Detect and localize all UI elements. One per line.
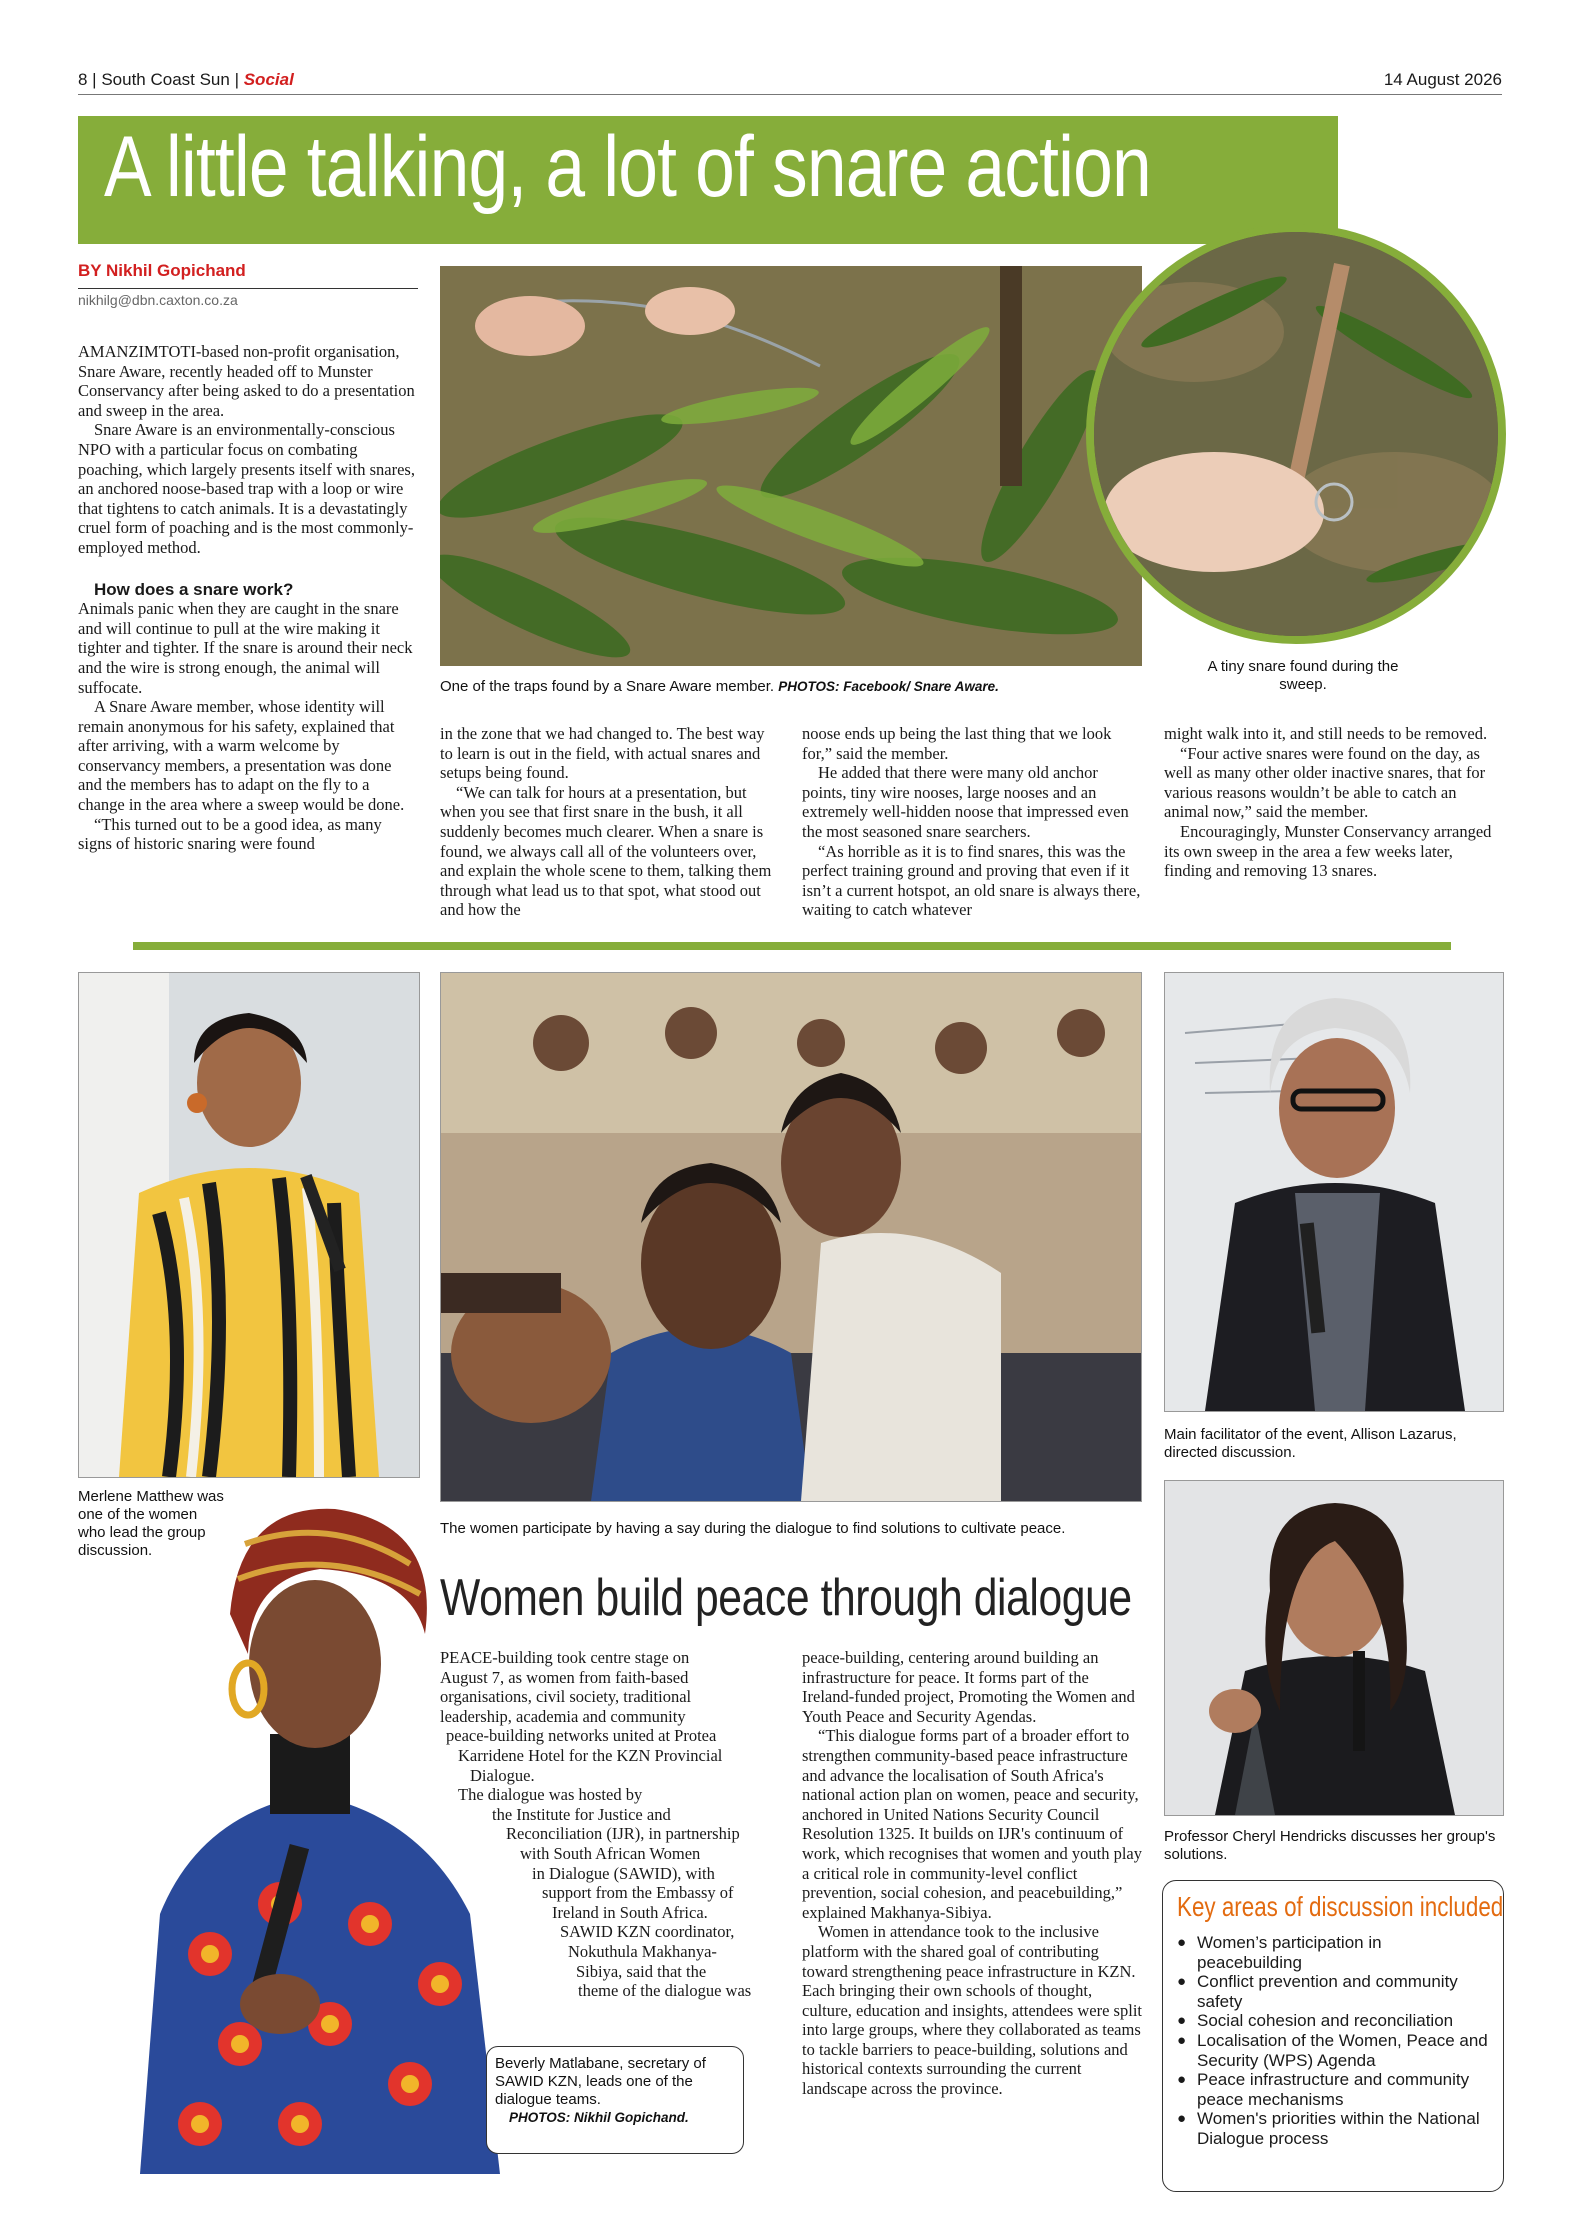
text-line: the Institute for Justice and [492, 1804, 671, 1824]
group-dialogue-photo [440, 972, 1142, 1502]
text-line: peace-building networks united at Protea [446, 1726, 717, 1746]
paragraph: in the zone that we had changed to. The best way to learn is out in the field, with actual snares and setups being found. [440, 724, 765, 783]
text-line: with South African Women [520, 1843, 701, 1863]
story2-column-2 [802, 1648, 1142, 2099]
paragraph: noose ends up being the last thing that we look for,” said the member. [802, 724, 1112, 763]
snare-photo-caption [440, 678, 1142, 696]
page-info: 8 | South Coast Sun | [78, 70, 244, 89]
snare-inset-caption: A tiny snare found during the sweep. [1207, 658, 1399, 693]
paragraph: Encouragingly, Munster Conservancy arranged its own sweep in the area a few weeks later, finding and removing 13 snares. [1164, 821, 1492, 881]
text-line: Ireland in South Africa. [552, 1902, 708, 1922]
masthead-divider [78, 94, 1502, 95]
paragraph: “Four active snares were found on the day, as well as many other older inactive snares, that for various reasons wouldn’t be able to catch an animal now,” said the member. [1164, 743, 1486, 822]
text-line: Karridene Hotel for the KZN Provincial [458, 1745, 723, 1765]
text-line: Reconciliation (IJR), in partnership [506, 1824, 740, 1844]
paragraph: Women in attendance took to the inclusive platform with the shared goal of contributing toward strengthening peace infrastructure in KZN. Each bringing their own schools of thought, culture, education and insights, attendees were split into large groups, where they collaborated as teams to tackle barriers to peace-building, solutions and historical contexts surrounding the current landscape across the province. [802, 1922, 1142, 2099]
cheryl-caption: Professor Cheryl Hendricks discusses her group's solutions. [1164, 1828, 1496, 1863]
paragraph: Animals panic when they are caught in the snare and will continue to pull at the wire making it tighter and tighter. If the snare is around their neck and the wire is strong enough, the animal will suffocate. [78, 599, 413, 697]
text-line: The dialogue was hosted by [458, 1785, 643, 1805]
cheryl-photo [1164, 1480, 1504, 1816]
key-area-item: ● Conflict prevention and community safety [1177, 1972, 1491, 2011]
text-line: organisations, civil society, traditional [440, 1687, 692, 1707]
allison-photo [1164, 972, 1504, 1412]
caption-text: Beverly Matlabane, secretary of SAWID KZN, leads one of the dialogue teams. [495, 2055, 706, 2108]
paragraph: A Snare Aware member, whose identity will remain anonymous for his safety, explained that after arriving, with a warm welcome by conservancy members, a presentation was done and the members has to adapt on the fly to a change in the area where a sweep would be done. [78, 697, 405, 815]
text-line: SAWID KZN coordinator, [560, 1922, 735, 1942]
allison-caption: Main facilitator of the event, Allison Lazarus, directed discussion. [1164, 1426, 1457, 1461]
key-areas-list [1177, 1933, 1491, 2149]
byline: BY Nikhil Gopichand [78, 261, 246, 280]
key-area-item: ● Women's priorities within the National Dialogue process [1177, 2109, 1491, 2148]
snare-photo [440, 266, 1142, 666]
merlene-photo [78, 972, 420, 1478]
snare-inset-photo [1086, 224, 1506, 644]
story1-headline: A little talking, a lot of snare action [104, 119, 1151, 215]
story1-column-2 [440, 724, 780, 920]
paragraph: “As horrible as it is to find snares, this was the perfect training ground and proving that even if it isn’t a current hotspot, an old snare is always there, waiting to catch whatever [802, 841, 1141, 920]
section-divider [133, 942, 1451, 950]
story2-column-1 [440, 1648, 780, 2001]
story1-column-3 [802, 724, 1142, 920]
paragraph: peace-building, centering around building an infrastructure for peace. It forms part of the Ireland-funded project, Promoting the Women and Youth Peace and Security Agendas. [802, 1648, 1135, 1726]
text-line: Dialogue. [470, 1765, 535, 1785]
paragraph: “This dialogue forms part of a broader effort to strengthen community-based peace infrastructure and advance the localisation of South Africa's national action plan on women, peace and security, anchored in United Nations Security Council Resolution 1325. It builds on IJR's continuum of work, which recognises that women and youth play a critical role in community-level conflict prevention, social cohesion, and peacebuilding,” explained Makhanya-Sibiya. [802, 1726, 1143, 1922]
story2-headline: Women build peace through dialogue [440, 1569, 1132, 1627]
key-area-item: ● Women’s participation in peacebuilding [1177, 1933, 1491, 1972]
paragraph: “This turned out to be a good idea, as many signs of historic snaring were found [78, 814, 382, 854]
paragraph: “We can talk for hours at a presentation, but when you see that first snare in the bush, it all suddenly becomes much clearer. When a snare is found, we always call all of the volunteers over, and explain the whole scene to them, talking them through what lead us to that spot, what stood out and how the [440, 782, 772, 920]
key-areas-title: Key areas of discussion included [1177, 1891, 1504, 1922]
merlene-caption: Merlene Matthew was one of the women who lead the group discussion. [78, 1488, 224, 1559]
paragraph: Snare Aware is an environmentally-conscious NPO with a particular focus on combating poaching, which largely presents itself with snares, an anchored noose-based trap with a loop or wire that tightens to catch animals. It is a devastatingly cruel form of poaching and is the most commonly-employed method. [78, 420, 415, 557]
text-line: leadership, academia and community [440, 1706, 686, 1726]
beverly-caption [486, 2046, 744, 2154]
key-area-item: ● Peace infrastructure and community peace mechanisms [1177, 2070, 1491, 2109]
text-line: August 7, as women from faith-based [440, 1667, 689, 1687]
masthead [78, 68, 1502, 92]
text-line: support from the Embassy of [542, 1883, 734, 1903]
key-area-item: ● Localisation of the Women, Peace and Security (WPS) Agenda [1177, 2031, 1491, 2070]
text-line: in Dialogue (SAWID), with [532, 1863, 715, 1883]
text-line: theme of the dialogue was [578, 1981, 752, 2001]
text-line: PEACE-building took centre stage on [440, 1648, 690, 1667]
key-area-item: ● Social cohesion and reconciliation [1177, 2011, 1491, 2031]
issue-date: 14 August 2026 [1383, 70, 1502, 89]
byline-email: nikhilg@dbn.caxton.co.za [78, 292, 238, 308]
story2-column-1-lines [440, 1648, 780, 2001]
story1-column-1 [78, 342, 418, 854]
masthead-left [78, 70, 294, 90]
paragraph: He added that there were many old anchor points, tiny wire nooses, large nooses and an extremely well-hidden noose that impressed even the most seasoned snare searchers. [802, 763, 1129, 841]
subheading: How does a snare work? [94, 579, 294, 599]
text-line: Nokuthula Makhanya- [568, 1941, 717, 1961]
story1-column-4 [1164, 724, 1502, 881]
section-name: Social [243, 70, 294, 89]
photo-credit: PHOTOS: Facebook/ Snare Aware. [778, 679, 999, 694]
paragraph: AMANZIMTOTI-based non-profit organisation, Snare Aware, recently headed off to Munster Conservancy after being asked to do a presentation and sweep in the area. [78, 342, 415, 420]
group-photo-caption: The women participate by having a say during the dialogue to find solutions to cultivate peace. [440, 1520, 1066, 1537]
photo-credit: PHOTOS: Nikhil Gopichand. [509, 2110, 689, 2125]
key-areas-box [1162, 1880, 1504, 2192]
paragraph: might walk into it, and still needs to be removed. [1164, 724, 1488, 743]
text-line: Sibiya, said that the [576, 1961, 707, 1981]
byline-divider [78, 288, 418, 289]
caption-text: One of the traps found by a Snare Aware member. [440, 678, 779, 695]
